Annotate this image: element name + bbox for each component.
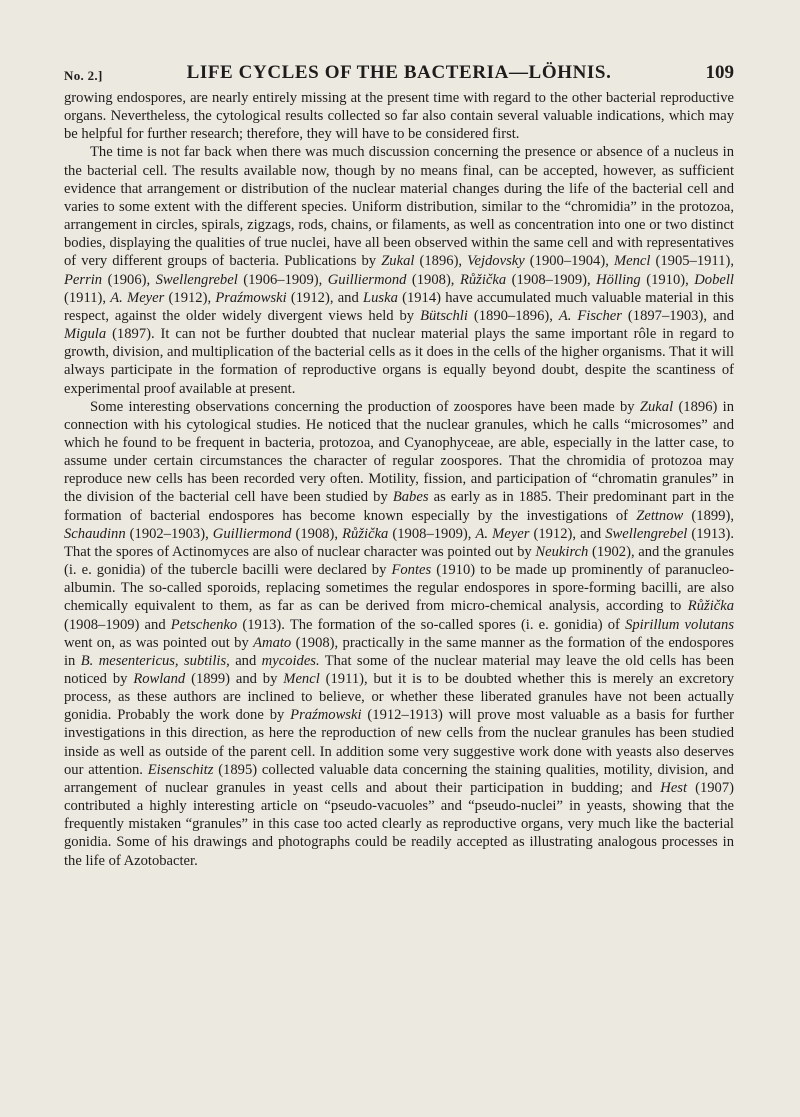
- italic-citation: Růžička: [459, 271, 507, 288]
- text-run: (1896) in connection with his cytological studies. He noticed that the nuclear granules, which he calls “microsomes” and which he found to be frequent in bacteria, protozoa, and Cyanophyceae, are able, especially in the latter case, to assume under certain circumstances the character of regular zoospores. That the chromidia of protozoa may reproduce new cells has been recorded very often. Motility, fission, and participation of “chromatin granules” in the division of the bacterial cell have been studied by: [64, 398, 734, 506]
- text-run: (1899),: [683, 507, 734, 524]
- paragraph: [64, 89, 734, 143]
- italic-citation: Luska: [363, 289, 398, 306]
- italic-citation: Zukal: [381, 253, 415, 270]
- italic-citation: Zukal: [639, 398, 674, 415]
- text-run: (1896),: [414, 253, 468, 270]
- text-run: (1906),: [102, 271, 156, 288]
- text-run: (1914) have accumulated much valuable material in this respect, against the older widely divergent views held by: [64, 289, 734, 324]
- italic-citation: Fontes: [391, 562, 432, 579]
- italic-citation: Spirillum volutans: [625, 616, 734, 633]
- text-run: (1890–1896),: [467, 307, 559, 324]
- text-run: as early as in 1885. Their predominant part in the formation of bacterial endospores has become known especially by the investigations of: [64, 489, 734, 524]
- text-run: (1907) contributed a highly interesting article on “pseudo-vacuoles” and “pseudo-nuclei” in yeasts, showing that the frequently mistaken “granules” in this case too acted clearly as reproductive organs, very much like the bacterial gonidia. Some of his drawings and photographs could be readily accepted as illustrating analogous processes in the life of Azotobacter.: [64, 779, 734, 869]
- italic-citation: Hölling: [596, 271, 641, 288]
- text-run: (1908–1909) and: [64, 616, 171, 633]
- issue-number: No. 2.]: [64, 68, 103, 83]
- paragraph: [64, 398, 734, 870]
- italic-citation: Babes: [392, 489, 429, 506]
- running-title: LIFE CYCLES OF THE BACTERIA—LÖHNIS.: [186, 62, 612, 83]
- italic-citation: Petschenko: [170, 616, 238, 633]
- italic-citation: Perrin: [64, 271, 103, 288]
- page-number: 109: [705, 62, 734, 83]
- text-run: (1911),: [64, 289, 111, 306]
- text-run: (1897). It can not be further doubted that nuclear material plays the same important rôle in regard to growth, division, and multiplication of the bacterial cells as it does in the cells of the higher organisms. That it will always participate in the formation of reproductive organs is equally beyond doubt, despite the scantiness of experimental proof available at present.: [64, 326, 734, 397]
- italic-citation: A. Meyer: [110, 289, 165, 306]
- italic-citation: Swellengrebel: [605, 525, 688, 542]
- italic-citation: Guilliermond: [212, 525, 292, 542]
- text-run: (1899) and by: [185, 671, 284, 687]
- text-run: (1911), but it is to be doubted whether this is merely an excretory process, as these authors are inclined to believe, or whether these liberated granules have not been actually gonidia. Probably the work done by: [64, 671, 734, 724]
- italic-citation: Praźmowski: [290, 707, 362, 724]
- italic-citation: Bütschli: [420, 307, 468, 324]
- italic-citation: Rowland: [133, 671, 186, 687]
- text-run: (1908–1909),: [388, 525, 476, 542]
- italic-citation: A. Meyer: [475, 525, 530, 542]
- italic-citation: Růžička: [687, 598, 734, 615]
- text-run: (1913). The formation of the so-called spores (i. e. gonidia) of: [237, 616, 626, 633]
- text-run: (1908), practically in the same manner as the formation of the endospores in: [64, 634, 734, 669]
- italic-citation: Dobell: [694, 271, 734, 288]
- text-run: (1902), and the granules (i. e. gonidia) of the tubercle bacilli were declared by: [64, 543, 734, 579]
- text-run: (1910),: [640, 271, 695, 288]
- italic-citation: Hest: [660, 779, 688, 796]
- text-run: went on, as was pointed out by: [64, 634, 254, 651]
- text-run: (1912),: [164, 289, 216, 306]
- text-run: (1908),: [406, 271, 460, 288]
- text-run: (1912–1913) will prove most valuable as a basis for further investigations in this direction, as here the reproduction of new cells from the nuclear granules has been studied inside as well as outside of the parent cell. In addition some very suggestive work done with yeasts also deserves our attention.: [64, 707, 734, 778]
- italic-citation: mycoides.: [261, 652, 320, 669]
- text-run: The time is not far back when there was much discussion concerning the presence or absence of a nucleus in the bacterial cell. The results available now, though by no means final, can be accepted, however, as sufficient evidence that arrangement or distribution of the nuclear material changes during the life of the bacterial cell and varies to some extent with the different species. Uniform distribution, similar to the “chromidia” in the protozoa, arrangement in circles, spirals, zigzags, rods, chains, or filaments, as well as concentration into one or two distinct bodies, displaying the qualities of true nuclei, have all been observed within the same cell and with representatives of very different groups of bacteria. Publications by: [64, 144, 734, 270]
- italic-citation: Guilliermond: [327, 271, 407, 288]
- italic-citation: A. Fischer: [558, 307, 622, 324]
- text-run: (1912), and: [529, 525, 606, 542]
- text-run: (1910) to be made up prominently of paranucleo-albumin. The so-called sporoids, replacing sometimes the regular endospores in spore-forming bacilli, are also chemically equivalent to them, as far as can be derived from micro-chemical analysis, according to: [64, 562, 734, 615]
- text-run: (1900–1904),: [524, 253, 614, 270]
- text-run: (1908),: [291, 525, 343, 542]
- text-run: and: [229, 652, 262, 669]
- text-run: (1908–1909),: [506, 271, 597, 288]
- text-run: (1895) collected valuable data concerning the staining qualities, motility, division, and arrangement of nuclear granules in yeast cells and about their participation in budding; and: [64, 761, 734, 796]
- text-run: (1906–1909),: [237, 271, 328, 288]
- body-text: [64, 89, 734, 870]
- text-run: (1897–1903), and: [621, 307, 734, 324]
- italic-citation: Amato: [253, 634, 292, 651]
- text-run: (1902–1903),: [125, 525, 213, 542]
- running-head: [64, 62, 734, 88]
- italic-citation: Neukirch: [535, 543, 589, 560]
- italic-citation: Praźmowski: [215, 289, 287, 306]
- text-run: (1905–1911),: [650, 253, 734, 270]
- italic-citation: Schaudinn: [64, 525, 126, 542]
- text-run: That some of the nuclear material may leave the old cells has been noticed by: [64, 652, 734, 687]
- italic-citation: Swellengrebel: [155, 271, 238, 288]
- italic-citation: Eisenschitz: [147, 761, 214, 778]
- text-run: (1913). That the spores of Actinomyces are also of nuclear character was pointed out by: [64, 525, 734, 560]
- italic-citation: Mencl: [283, 671, 320, 687]
- italic-citation: Zettnow: [636, 507, 684, 524]
- text-run: (1912), and: [286, 289, 363, 306]
- book-page: [64, 0, 734, 1117]
- italic-citation: Migula: [64, 326, 107, 343]
- paragraph: [64, 143, 734, 397]
- text-run: growing endospores, are nearly entirely missing at the present time with regard to the other bacterial reproductive organs. Nevertheless, the cytological results collected so far also contain several valuable indications, which may be helpful for further research; therefore, they will have to be considered first.: [64, 90, 734, 143]
- text-run: Some interesting observations concerning the production of zoospores have been made by: [90, 398, 640, 415]
- italic-citation: Vejdovsky: [467, 253, 525, 270]
- italic-citation: B. mesentericus, subtilis,: [80, 652, 230, 669]
- italic-citation: Mencl: [613, 253, 651, 270]
- italic-citation: Růžička: [342, 525, 389, 542]
